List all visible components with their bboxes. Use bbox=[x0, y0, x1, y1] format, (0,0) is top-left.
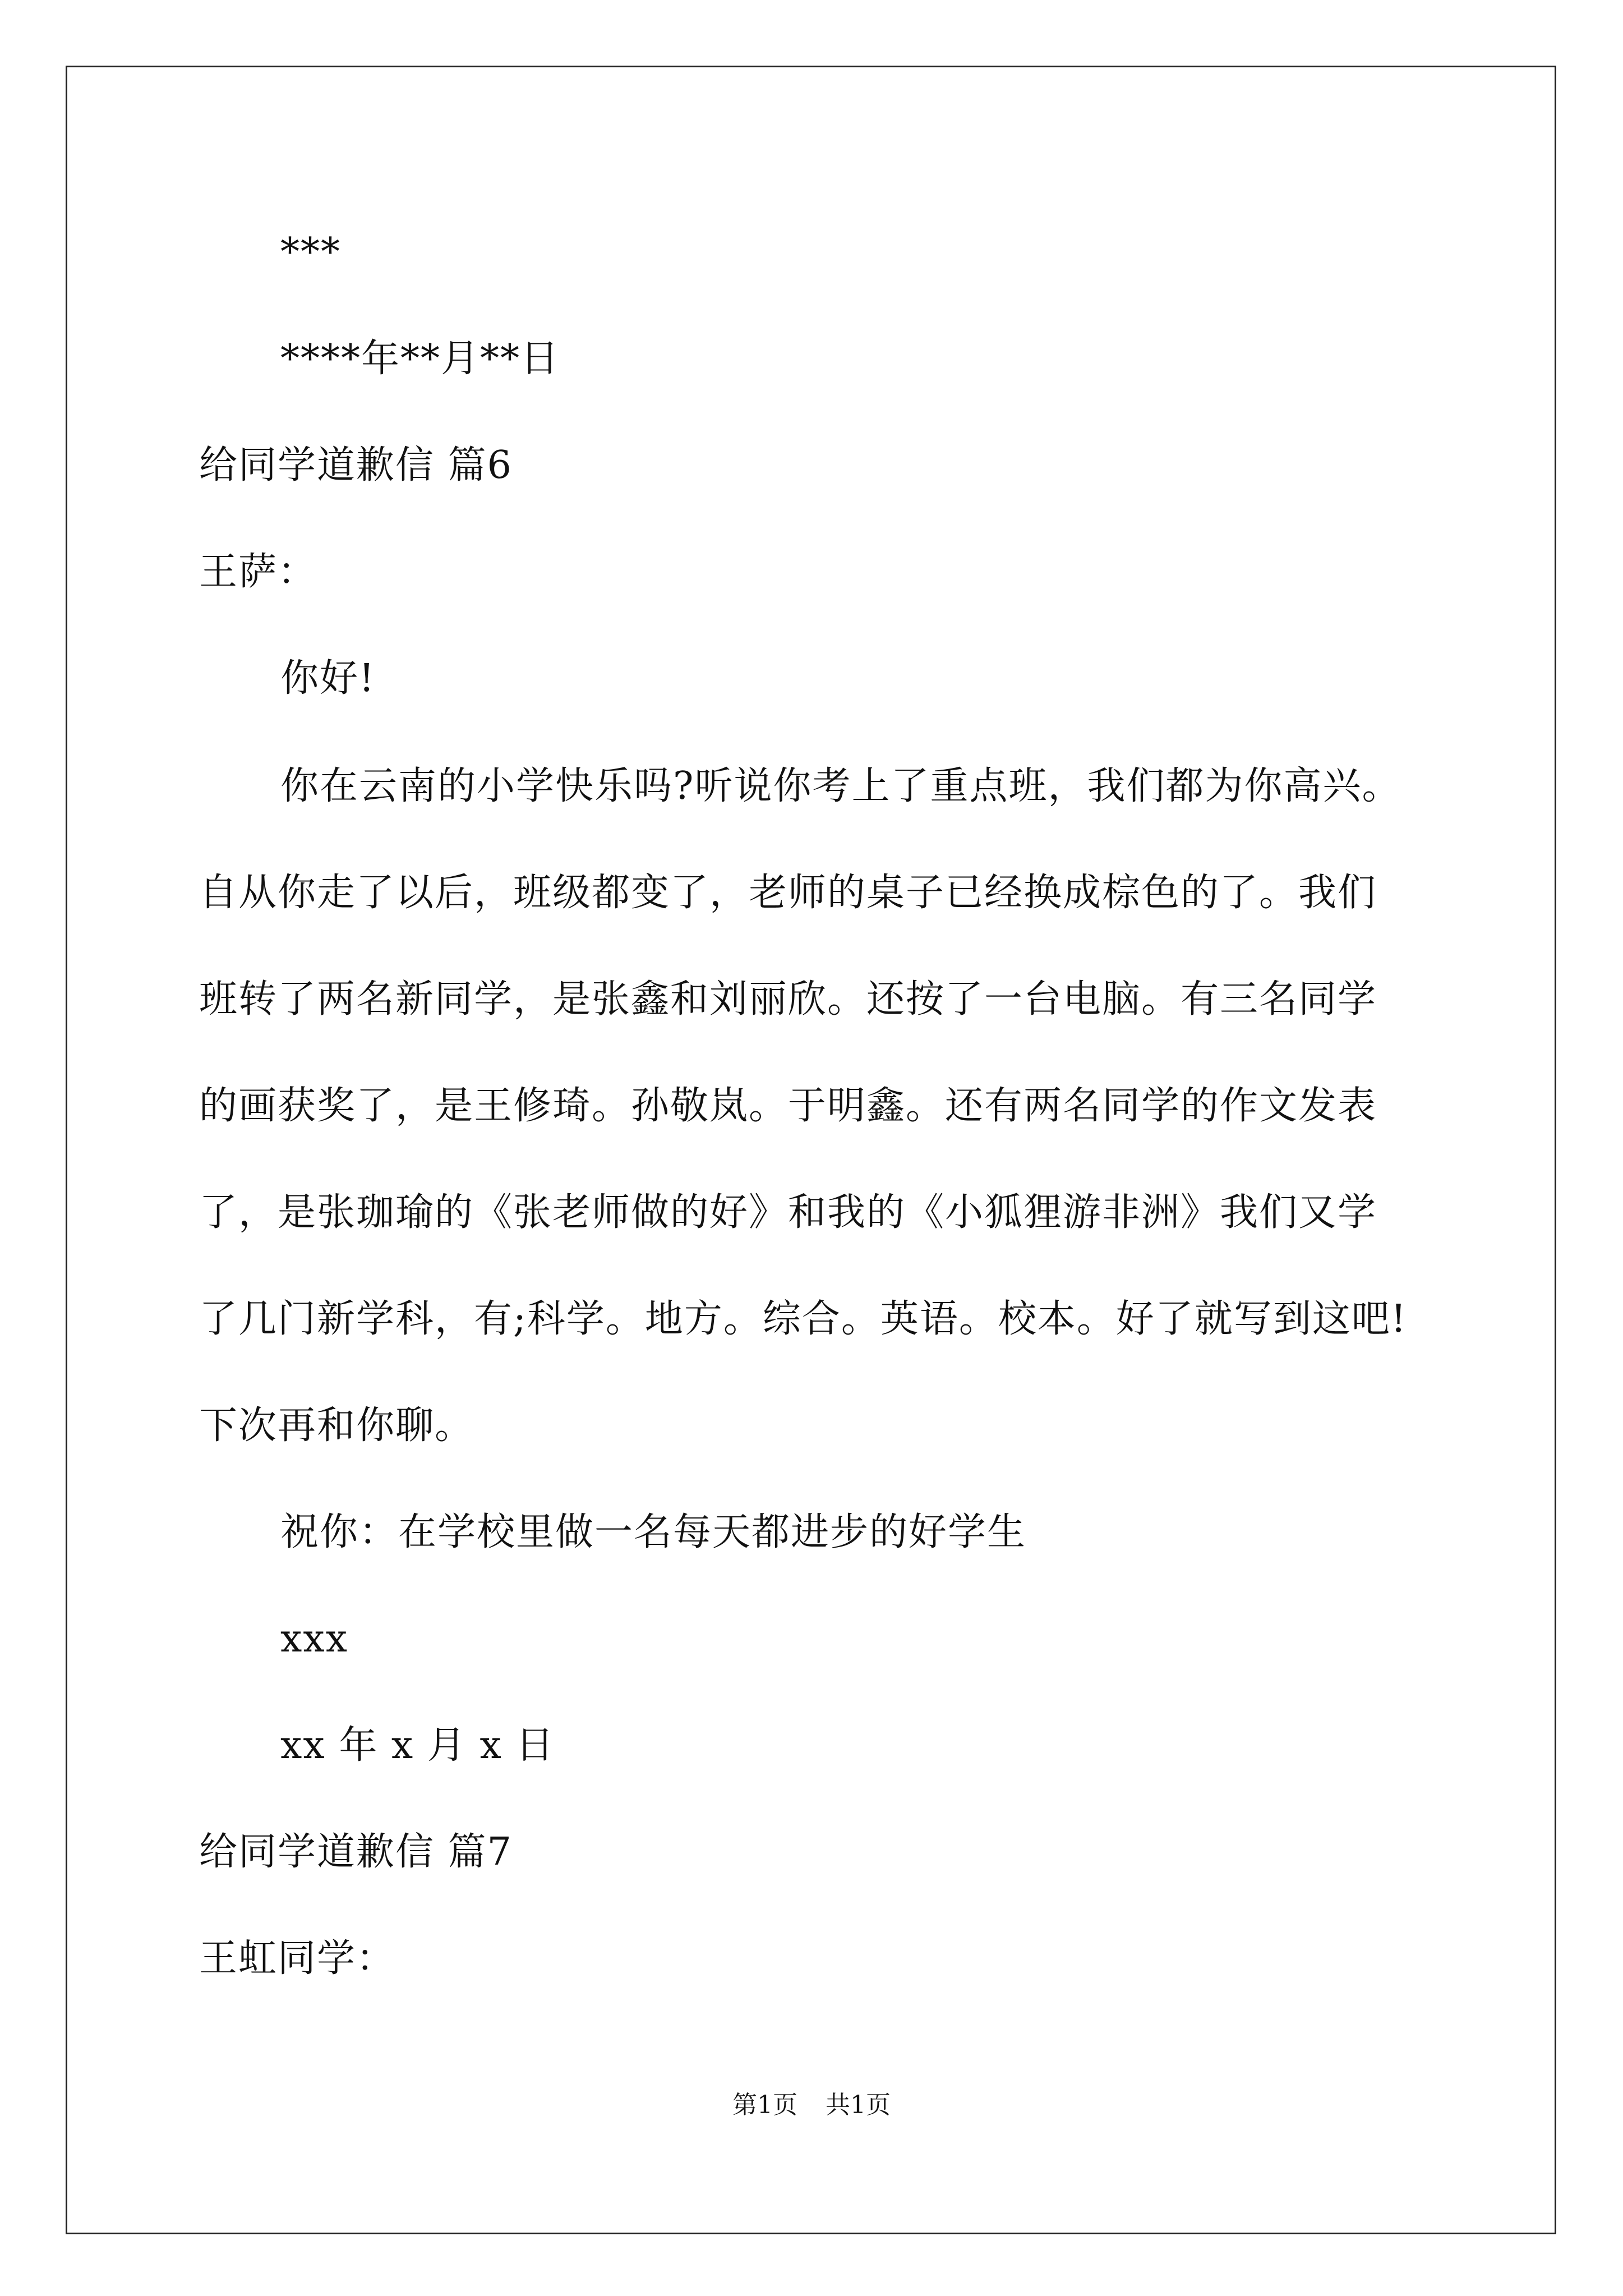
signature: xxx bbox=[280, 1617, 349, 1661]
salutation: 王虹同学： bbox=[199, 1936, 396, 1981]
body-line: 下次再和你聊。 bbox=[199, 1404, 474, 1448]
signature-placeholder: *** bbox=[280, 230, 341, 274]
body-line: 了，是张珈瑜的《张老师做的好》和我的《小狐狸游非洲》我们又学 bbox=[199, 1190, 1377, 1235]
body-line: 你在云南的小学快乐吗?听说你考上了重点班，我们都为你高兴。 bbox=[280, 764, 1401, 808]
page-border bbox=[66, 66, 1556, 2234]
greeting: 你好! bbox=[280, 656, 376, 701]
body-line: 班转了两名新同学，是张鑫和刘丽欣。还按了一台电脑。有三名同学 bbox=[199, 977, 1377, 1022]
salutation: 王萨： bbox=[199, 550, 317, 594]
page-number-current: 第1页 bbox=[732, 2091, 797, 2119]
closing-wish: 祝你：在学校里做一名每天都进步的好学生 bbox=[280, 1510, 1027, 1554]
date-placeholder: ****年**月**日 bbox=[280, 337, 560, 381]
body-line: 的画获奖了，是王修琦。孙敬岚。于明鑫。还有两名同学的作文发表 bbox=[199, 1084, 1377, 1128]
letter-date: xx 年 x 月 x 日 bbox=[280, 1723, 555, 1768]
section-heading: 给同学道歉信 篇6 bbox=[199, 443, 513, 487]
body-line: 了几门新学科，有;科学。地方。综合。英语。校本。好了就写到这吧! bbox=[199, 1297, 1408, 1341]
page-number-total: 共1页 bbox=[826, 2091, 891, 2119]
body-line: 自从你走了以后，班级都变了，老师的桌子已经换成棕色的了。我们 bbox=[199, 871, 1377, 915]
section-heading: 给同学道歉信 篇7 bbox=[199, 1830, 513, 1874]
page-footer bbox=[0, 2090, 1623, 2121]
